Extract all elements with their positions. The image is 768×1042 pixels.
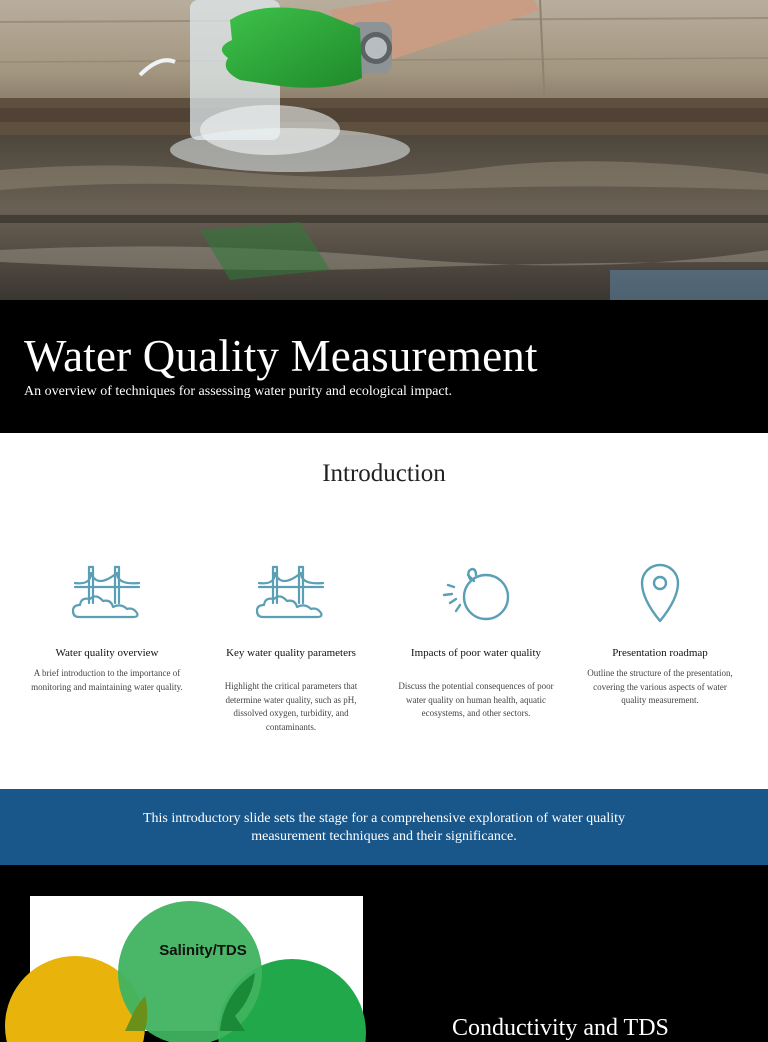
summary-banner	[0, 789, 768, 865]
summary-text: This introductory slide sets the stage for a comprehensive exploration of water quality measurement techniques and their significance.	[142, 811, 626, 844]
card-text: Outline the structure of the presentation, covering the various aspects of water quality measurement.	[587, 668, 733, 705]
card-text: A brief introduction to the importance of monitoring and maintaining water quality.	[31, 668, 183, 692]
intro-card	[575, 561, 745, 708]
card-text: Highlight the critical parameters that determine water quality, such as pH, dissolved oxygen, turbidity, and contaminants.	[224, 681, 358, 732]
venn-diagram-graphic	[30, 896, 363, 1031]
card-title: Impacts of poor water quality	[410, 647, 542, 659]
map-pin-icon	[620, 561, 700, 625]
bomb-icon	[436, 561, 516, 625]
card-title: Presentation roadmap	[612, 647, 708, 659]
section-heading: Introduction	[322, 460, 446, 487]
card-title: Key water quality parameters	[226, 647, 356, 659]
intro-card	[22, 561, 192, 694]
introduction-section	[0, 433, 768, 789]
conductivity-slide	[0, 865, 768, 1041]
intro-card	[206, 561, 376, 734]
water-sampling-photo	[0, 0, 768, 300]
venn-label: Salinity/TDS	[159, 942, 247, 959]
slide-title: Conductivity and TDS	[452, 1015, 669, 1041]
title-section	[0, 300, 768, 433]
intro-card	[391, 561, 561, 721]
page-title: Water Quality Measurement	[24, 331, 538, 381]
page-subtitle: An overview of techniques for assessing water purity and ecological impact.	[24, 384, 453, 399]
card-text: Discuss the potential consequences of poor water quality on human health, aquatic ecosystems, and other sectors.	[398, 681, 554, 718]
hero-photo	[0, 0, 768, 300]
venn-diagram	[30, 896, 363, 1031]
bridge-cloud-icon	[67, 561, 147, 625]
bridge-cloud-icon	[251, 561, 331, 625]
card-title: Water quality overview	[55, 647, 159, 659]
